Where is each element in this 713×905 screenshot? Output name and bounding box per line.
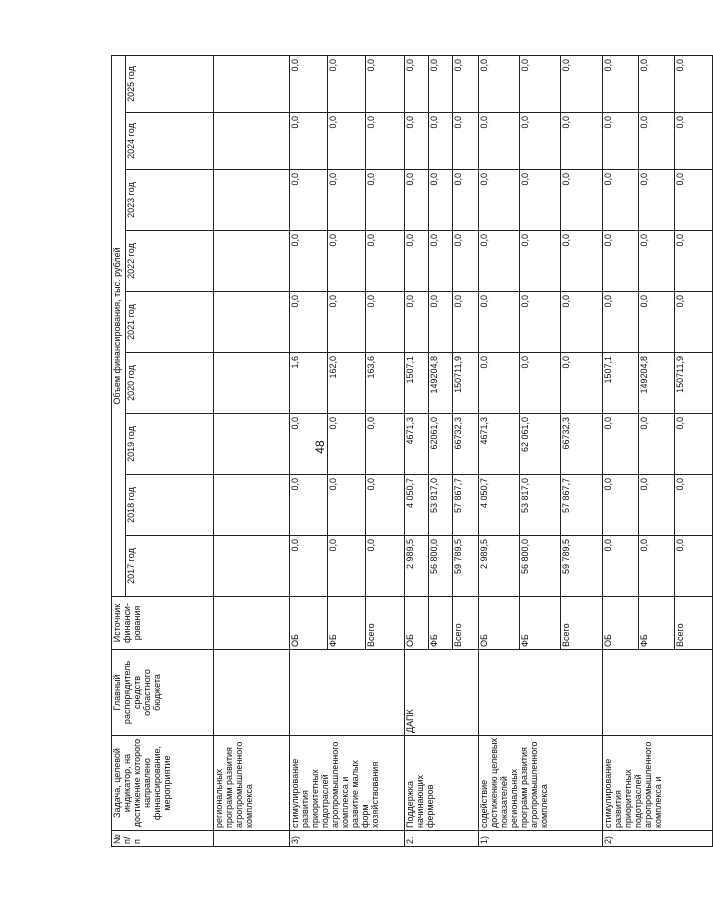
value-cell: [214, 170, 290, 231]
value-cell: 0,0: [639, 56, 675, 113]
value-cell: 0,0: [290, 170, 328, 231]
value-cell: 163,6: [366, 353, 405, 414]
value-cell: 0,0: [520, 56, 561, 113]
value-cell: 0,0: [675, 414, 713, 475]
value-cell: 0,0: [639, 414, 675, 475]
row-number: 2.: [405, 831, 479, 847]
financing-table: [111, 55, 713, 847]
value-cell: 0,0: [479, 113, 520, 170]
value-cell: 0,0: [561, 292, 603, 353]
value-cell: [214, 113, 290, 170]
value-cell: 0,0: [366, 292, 405, 353]
row-source: ОБ: [405, 597, 429, 650]
value-cell: 0,0: [639, 170, 675, 231]
table-row: [603, 56, 639, 847]
value-cell: 1507,1: [603, 353, 639, 414]
row-number: 1): [479, 831, 603, 847]
row-source: Всего: [453, 597, 479, 650]
value-cell: 0,0: [520, 353, 561, 414]
value-cell: 0,0: [603, 231, 639, 292]
header-year: 2019 год: [126, 414, 214, 475]
header-year: 2022 год: [126, 231, 214, 292]
value-cell: [214, 414, 290, 475]
value-cell: 0,0: [328, 475, 366, 536]
value-cell: 0,0: [561, 56, 603, 113]
value-cell: 0,0: [366, 536, 405, 597]
header-task: Задача, целевой индикатор, на достижение которого направлено финансирование, мероприятие: [112, 736, 214, 831]
value-cell: 0,0: [520, 113, 561, 170]
value-cell: 0,0: [479, 231, 520, 292]
value-cell: [214, 56, 290, 113]
value-cell: [214, 475, 290, 536]
value-cell: 56 800,0: [429, 536, 453, 597]
value-cell: 0,0: [290, 292, 328, 353]
value-cell: 0,0: [603, 113, 639, 170]
value-cell: 162,0: [328, 353, 366, 414]
row-distributor: [214, 650, 290, 736]
value-cell: [214, 231, 290, 292]
row-number: [214, 831, 290, 847]
value-cell: 0,0: [561, 353, 603, 414]
value-cell: 2 989,5: [479, 536, 520, 597]
header-source: Источник финанси-рования: [112, 597, 214, 650]
row-task: содействие достижению целевых показателей региональных программ развития агропромышленного комплекса: [479, 736, 603, 831]
value-cell: 149204,8: [429, 353, 453, 414]
value-cell: 0,0: [290, 56, 328, 113]
value-cell: 0,0: [639, 231, 675, 292]
value-cell: 1,6: [290, 353, 328, 414]
table-row: [214, 56, 290, 847]
row-distributor: [479, 650, 603, 736]
value-cell: 0,0: [561, 113, 603, 170]
value-cell: 0,0: [603, 170, 639, 231]
value-cell: 0,0: [429, 170, 453, 231]
table-row: [479, 56, 520, 847]
header-year: 2017 год: [126, 536, 214, 597]
table-row: [405, 56, 429, 847]
value-cell: 0,0: [639, 475, 675, 536]
value-cell: 0,0: [366, 170, 405, 231]
row-number: 2): [603, 831, 713, 847]
row-source: Всего: [561, 597, 603, 650]
value-cell: 4671,3: [479, 414, 520, 475]
row-distributor: ДАПК: [405, 650, 479, 736]
row-task: региональных программ развития агропромышленного комплекса: [214, 736, 290, 831]
value-cell: 0,0: [366, 113, 405, 170]
row-source: ФБ: [520, 597, 561, 650]
value-cell: 53 817,0: [520, 475, 561, 536]
value-cell: 0,0: [603, 414, 639, 475]
value-cell: 57 867,7: [453, 475, 479, 536]
value-cell: 0,0: [675, 56, 713, 113]
header-distributor: Главный распорядитель средств областного бюджета: [112, 650, 214, 736]
value-cell: 149204,8: [639, 353, 675, 414]
value-cell: 0,0: [639, 113, 675, 170]
row-distributor: [290, 650, 405, 736]
value-cell: 59 789,5: [453, 536, 479, 597]
row-source: ОБ: [479, 597, 520, 650]
value-cell: [214, 536, 290, 597]
value-cell: 0,0: [675, 113, 713, 170]
row-source: ФБ: [328, 597, 366, 650]
row-source: ФБ: [429, 597, 453, 650]
value-cell: 0,0: [290, 113, 328, 170]
value-cell: 62061,0: [429, 414, 453, 475]
value-cell: 0,0: [520, 170, 561, 231]
value-cell: 0,0: [453, 170, 479, 231]
row-source: Всего: [675, 597, 713, 650]
value-cell: 0,0: [479, 353, 520, 414]
header-year: 2021 год: [126, 292, 214, 353]
value-cell: 0,0: [405, 113, 429, 170]
value-cell: 0,0: [290, 536, 328, 597]
value-cell: 0,0: [479, 292, 520, 353]
value-cell: 0,0: [603, 475, 639, 536]
value-cell: 0,0: [479, 56, 520, 113]
value-cell: 0,0: [366, 475, 405, 536]
value-cell: 0,0: [405, 170, 429, 231]
value-cell: 0,0: [429, 231, 453, 292]
value-cell: 0,0: [405, 56, 429, 113]
value-cell: 0,0: [328, 536, 366, 597]
row-number: 3): [290, 831, 405, 847]
value-cell: 0,0: [328, 292, 366, 353]
value-cell: 0,0: [675, 292, 713, 353]
value-cell: 4 050,7: [479, 475, 520, 536]
value-cell: 62 061,0: [520, 414, 561, 475]
value-cell: 0,0: [366, 414, 405, 475]
value-cell: 57 867,7: [561, 475, 603, 536]
value-cell: 0,0: [479, 170, 520, 231]
value-cell: 0,0: [328, 231, 366, 292]
value-cell: 0,0: [453, 292, 479, 353]
row-task: стимулирование развития приоритетных подотраслей агропромышленного комплекса и развитие малых форм хозяйствования: [290, 736, 405, 831]
value-cell: 0,0: [453, 113, 479, 170]
value-cell: 0,0: [675, 231, 713, 292]
table-row: [290, 56, 328, 847]
value-cell: 56 800,0: [520, 536, 561, 597]
value-cell: 0,0: [639, 536, 675, 597]
value-cell: 0,0: [366, 56, 405, 113]
row-task: Поддержка начинающих фермеров: [405, 736, 479, 831]
value-cell: 0,0: [328, 56, 366, 113]
header-year: 2024 год: [126, 113, 214, 170]
value-cell: 0,0: [328, 170, 366, 231]
row-source: [214, 597, 290, 650]
row-source: ФБ: [639, 597, 675, 650]
value-cell: 0,0: [520, 231, 561, 292]
row-source: ОБ: [603, 597, 639, 650]
row-distributor: [603, 650, 713, 736]
value-cell: 0,0: [603, 292, 639, 353]
value-cell: 0,0: [561, 231, 603, 292]
page-number: 48: [313, 440, 327, 454]
value-cell: 150711,9: [453, 353, 479, 414]
value-cell: 0,0: [561, 170, 603, 231]
value-cell: 0,0: [328, 113, 366, 170]
value-cell: 0,0: [675, 170, 713, 231]
value-cell: 0,0: [290, 414, 328, 475]
row-source: ОБ: [290, 597, 328, 650]
value-cell: 59 789,5: [561, 536, 603, 597]
header-year: 2023 год: [126, 170, 214, 231]
value-cell: 0,0: [429, 56, 453, 113]
value-cell: 0,0: [366, 231, 405, 292]
value-cell: 0,0: [675, 536, 713, 597]
value-cell: 4 050,7: [405, 475, 429, 536]
value-cell: 0,0: [429, 292, 453, 353]
value-cell: 0,0: [675, 475, 713, 536]
value-cell: 66732,3: [453, 414, 479, 475]
value-cell: [214, 353, 290, 414]
value-cell: 0,0: [453, 231, 479, 292]
value-cell: 4671,3: [405, 414, 429, 475]
value-cell: 150711,9: [675, 353, 713, 414]
value-cell: 66732,3: [561, 414, 603, 475]
value-cell: 53 817,0: [429, 475, 453, 536]
value-cell: 0,0: [290, 231, 328, 292]
value-cell: [214, 292, 290, 353]
value-cell: 0,0: [453, 56, 479, 113]
value-cell: 0,0: [290, 475, 328, 536]
header-year: 2025 год: [126, 56, 214, 113]
value-cell: 0,0: [639, 292, 675, 353]
row-task: стимулирование развития приоритетных подотраслей агропромышленного комплекса и: [603, 736, 713, 831]
row-source: Всего: [366, 597, 405, 650]
header-year: 2018 год: [126, 475, 214, 536]
value-cell: 0,0: [429, 113, 453, 170]
header-year: 2020 год: [126, 353, 214, 414]
value-cell: 0,0: [603, 536, 639, 597]
value-cell: 0,0: [520, 292, 561, 353]
value-cell: 0,0: [405, 292, 429, 353]
value-cell: 2 989,5: [405, 536, 429, 597]
value-cell: 0,0: [328, 414, 366, 475]
header-volume: Объем финансирования, тыс. рублей: [112, 56, 126, 597]
value-cell: 0,0: [603, 56, 639, 113]
value-cell: 0,0: [405, 231, 429, 292]
header-num: № п/п: [112, 831, 214, 847]
value-cell: 1507,1: [405, 353, 429, 414]
rotated-table-wrapper: [111, 56, 685, 847]
